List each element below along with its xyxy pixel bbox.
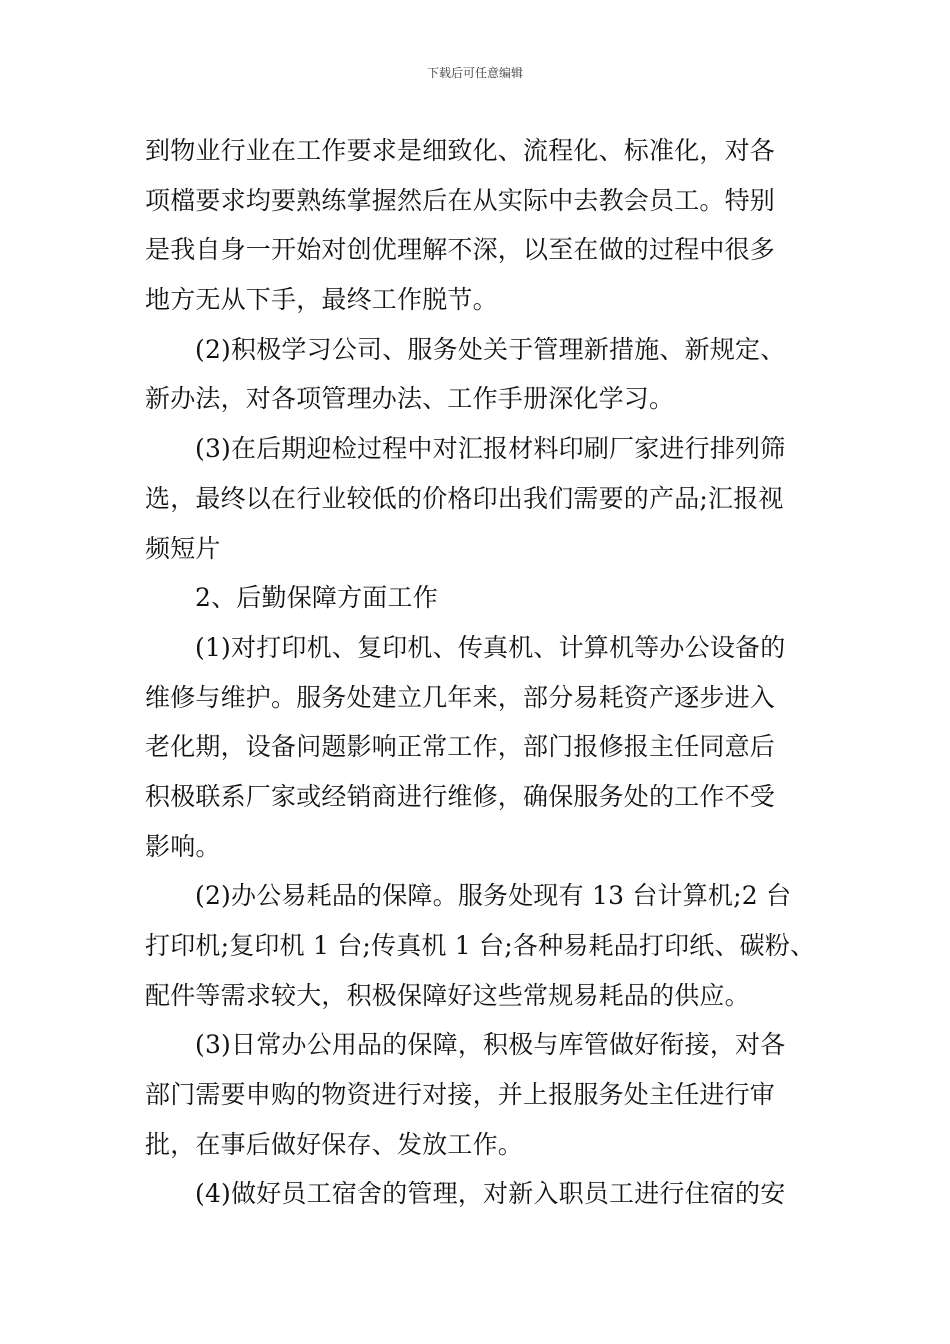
text-line: 到物业行业在工作要求是细致化、流程化、标准化，对各 bbox=[145, 136, 776, 165]
text-line: 积极联系厂家或经销商进行维修，确保服务处的工作不受 bbox=[145, 781, 776, 811]
text-line: (3)在后期迎检过程中对汇报材料印刷厂家进行排列筛 bbox=[195, 434, 786, 464]
text-line: 影响。 bbox=[145, 831, 221, 861]
text-line: 批，在事后做好保存、发放工作。 bbox=[145, 1129, 524, 1159]
text-line: 频短片 bbox=[145, 533, 221, 563]
text-line: (2)办公易耗品的保障。服务处现有 13 台计算机;2 台 bbox=[195, 881, 792, 911]
page-header-note: 下载后可任意编辑 bbox=[426, 66, 523, 80]
text-line: 是我自身一开始对创优理解不深，以至在做的过程中很多 bbox=[145, 235, 776, 265]
text-line: 新办法，对各项管理办法、工作手册深化学习。 bbox=[145, 384, 675, 414]
text-line: 部门需要申购的物资进行对接，并上报服务处主任进行审 bbox=[145, 1080, 776, 1110]
text-line: (1)对打印机、复印机、传真机、计算机等办公设备的 bbox=[195, 632, 786, 662]
text-line: 配件等需求较大，积极保障好这些常规易耗品的供应。 bbox=[145, 980, 750, 1010]
section-heading: 2、后勤保障方面工作 bbox=[195, 583, 438, 613]
document-body bbox=[145, 126, 815, 1219]
text-line: 选，最终以在行业较低的价格印出我们需要的产品;汇报视 bbox=[145, 483, 784, 513]
text-line: (2)积极学习公司、服务处关于管理新措施、新规定、 bbox=[195, 334, 786, 364]
text-line: (3)日常办公用品的保障，积极与库管做好衔接，对各 bbox=[195, 1030, 786, 1060]
text-line: 项檔要求均要熟练掌握然后在从实际中去教会员工。特别 bbox=[145, 185, 776, 215]
text-line: 维修与维护。服务处建立几年来，部分易耗资产逐步进入 bbox=[145, 682, 776, 712]
text-line: 老化期，设备问题影响正常工作，部门报修报主任同意后 bbox=[145, 732, 776, 762]
text-line: 地方无从下手，最终工作脱节。 bbox=[145, 285, 498, 315]
text-line: (4)做好员工宿舍的管理，对新入职员工进行住宿的安 bbox=[195, 1179, 786, 1209]
text-line: 打印机;复印机 1 台;传真机 1 台;各种易耗品打印纸、碳粉、 bbox=[145, 931, 816, 960]
